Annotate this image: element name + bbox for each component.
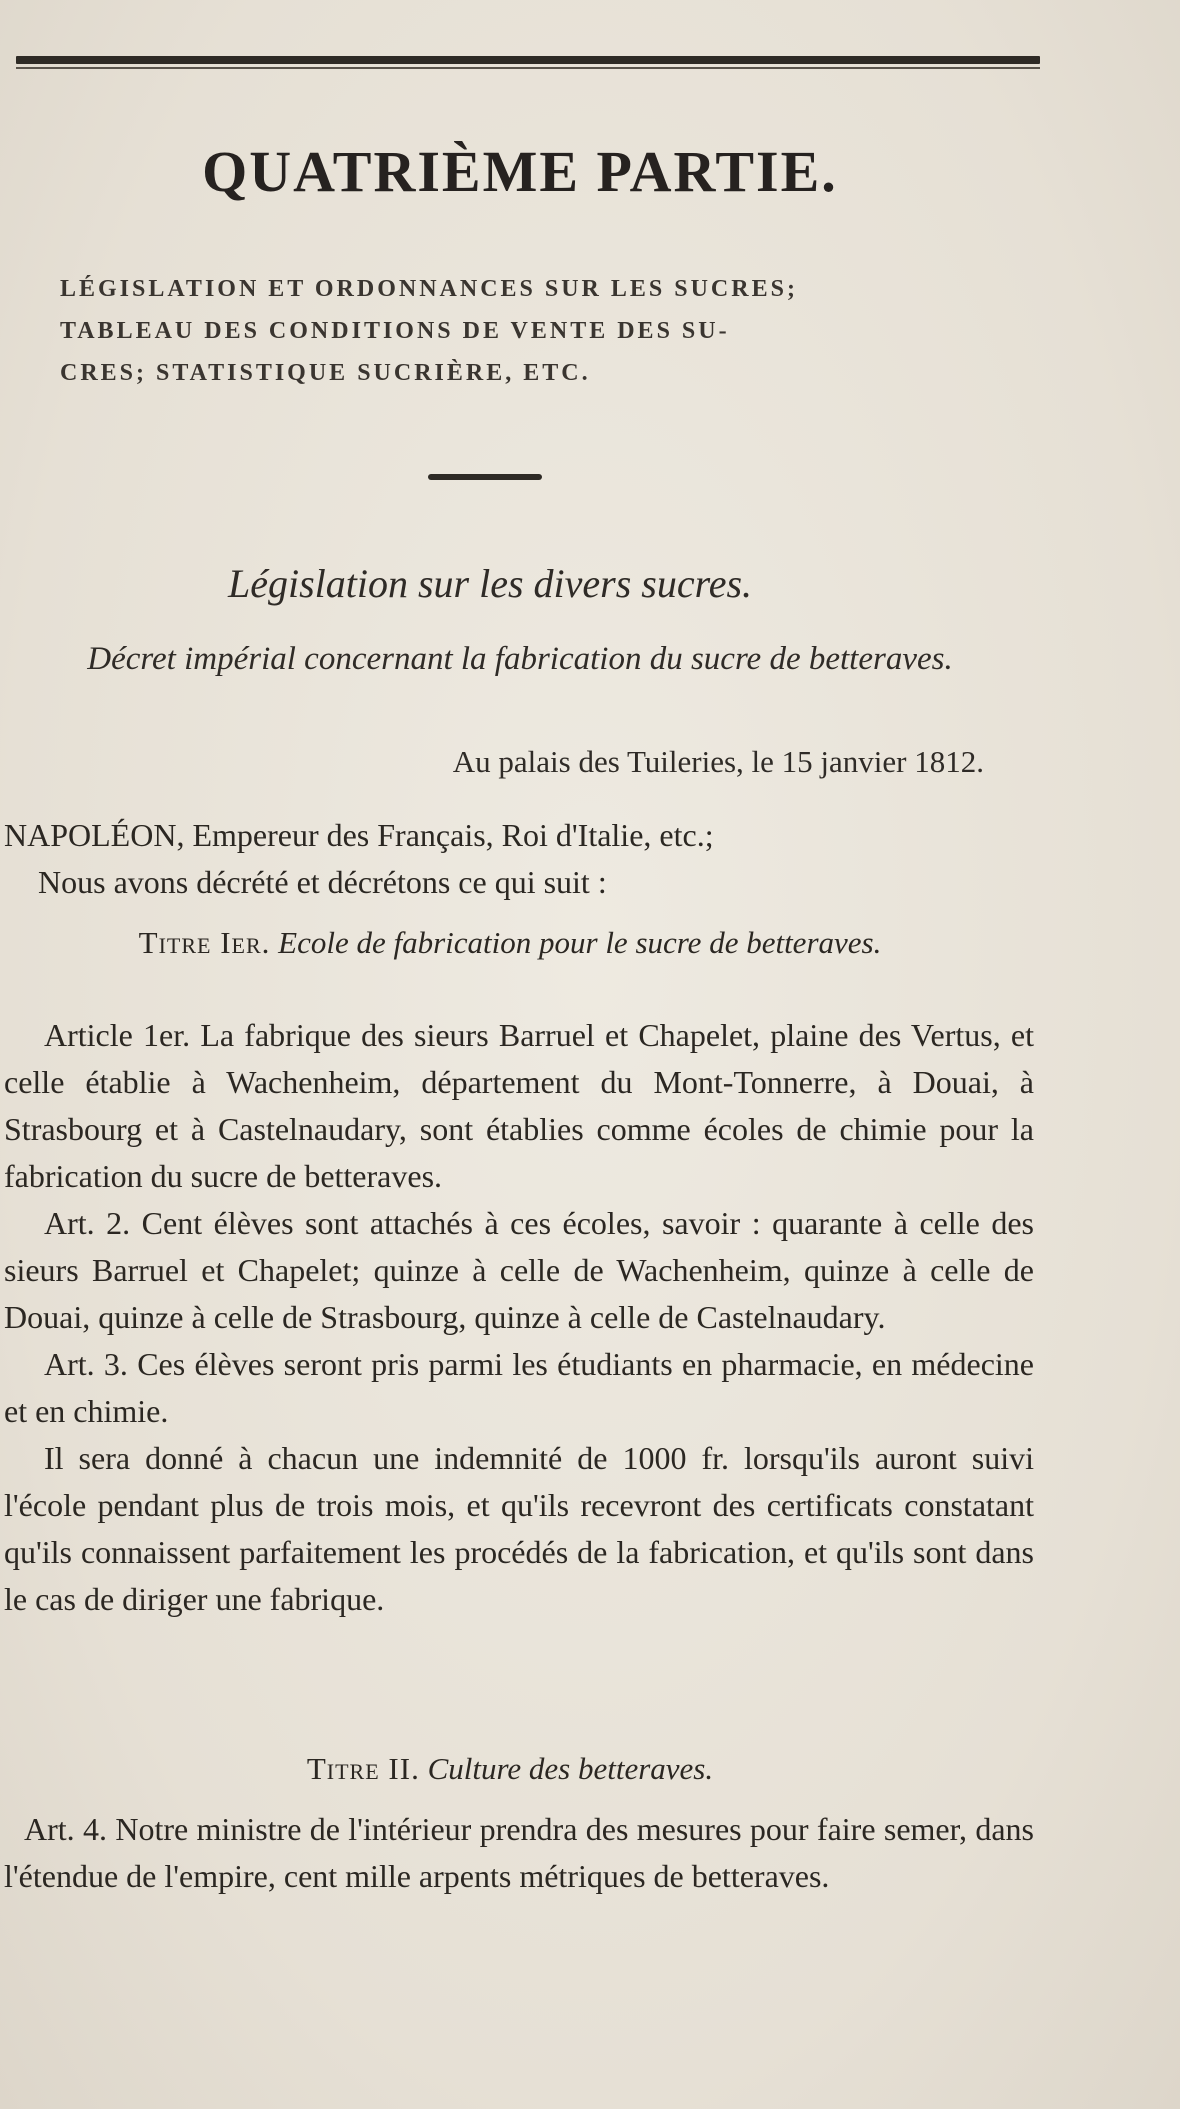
dateline: Au palais des Tuileries, le 15 janvier 1812. xyxy=(452,744,984,779)
decree-title: Décret impérial concernant la fabrication du sucre de betteraves. xyxy=(87,641,953,677)
articles-section-2 xyxy=(4,1806,1034,1900)
titre-1-heading xyxy=(60,920,960,966)
article-paragraph: Art. 2. Cent élèves sont attachés à ces écoles, savoir : quarante à celle des sieurs Barruel et Chapelet; quinze à celle de Wachenheim, quinze à celle de Douai, quinze à celle de Strasbourg, quinze à celle de Castelnaudary. xyxy=(4,1205,1034,1335)
titre-2-text: Culture des betteraves. xyxy=(427,1751,714,1786)
section-divider xyxy=(428,474,542,480)
article-paragraph: Art. 3. Ces élèves seront pris parmi les étudiants en pharmacie, en médecine et en chimie. xyxy=(4,1346,1034,1429)
preamble-line-2: Nous avons décrété et décrétons ce qui suit : xyxy=(38,864,607,900)
articles-section-1 xyxy=(4,1012,1034,1623)
top-rule xyxy=(16,56,1040,64)
titre-2-heading xyxy=(60,1746,960,1792)
article-paragraph: Il sera donné à chacun une indemnité de 1000 fr. lorsqu'ils auront suivi l'école pendant plus de trois mois, et qu'ils recevront des certificats constatant qu'ils connaissent parfaitement les procédés de la fabrication, et qu'ils sont dans le cas de diriger une fabrique. xyxy=(4,1440,1034,1617)
part-title: QUATRIÈME PARTIE. xyxy=(202,139,838,204)
titre-1-text: Ecole de fabrication pour le sucre de betteraves. xyxy=(278,925,882,960)
preamble-line-1: NAPOLÉON, Empereur des Français, Roi d'Italie, etc.; xyxy=(4,817,714,853)
titre-1-label: Titre Ier. xyxy=(138,925,271,960)
part-subtitle: LÉGISLATION ET ORDONNANCES SUR LES SUCRES; TABLEAU DES CONDITIONS DE VENTE DES SU- CRES; STATISTIQUE SUCRIÈRE, ETC. xyxy=(60,276,798,386)
article-paragraph: Article 1er. La fabrique des sieurs Barruel et Chapelet, plaine des Vertus, et celle établie à Wachenheim, département du Mont-Tonnerre, à Douai, à Strasbourg et à Castelnaudary, sont établies comme écoles de chimie pour la fabrication du sucre de betteraves. xyxy=(4,1017,1034,1194)
titre-2-label: Titre II. xyxy=(306,1751,420,1786)
article-paragraph: Art. 4. Notre ministre de l'intérieur prendra des mesures pour faire semer, dans l'étendue de l'empire, cent mille arpents métriques de betteraves. xyxy=(4,1811,1034,1894)
preamble xyxy=(4,812,1034,906)
section-title: Législation sur les divers sucres. xyxy=(227,561,753,606)
